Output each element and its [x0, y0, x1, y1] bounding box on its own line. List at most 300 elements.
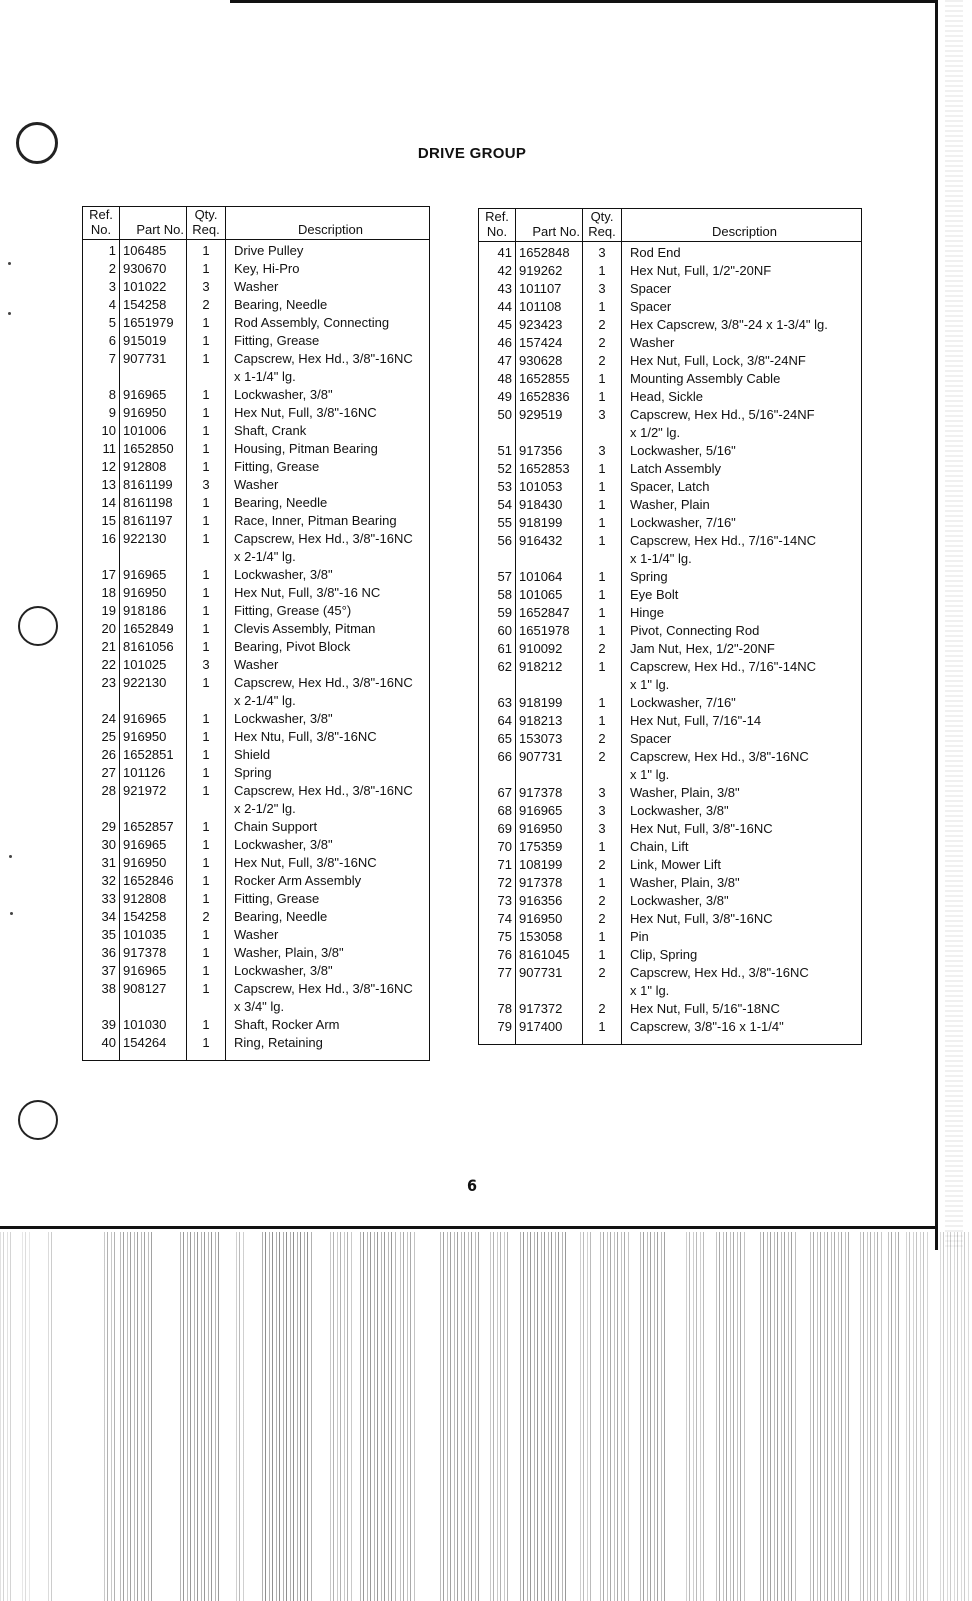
ref-cell: 6 — [108, 333, 116, 348]
description-line: Spacer — [630, 281, 672, 296]
header-part-no: Part No. — [516, 209, 583, 242]
ref-cell: 10 — [101, 423, 116, 438]
ref-cell: 20 — [101, 621, 116, 636]
table-row — [83, 476, 430, 494]
scan-noise-strip — [520, 1232, 566, 1601]
part-number-cell: 8161197 — [120, 512, 187, 530]
description-cell — [622, 370, 862, 388]
description-line: Lockwasher, 3/8" — [630, 893, 729, 908]
description-line: Spring — [630, 569, 668, 584]
binder-hole-middle — [18, 606, 58, 646]
description-line: Drive Pulley — [234, 243, 304, 258]
description-line: Bearing, Needle — [234, 909, 328, 924]
description-line: Shaft, Crank — [234, 423, 307, 438]
description-cell — [226, 512, 430, 530]
scan-noise-strip — [686, 1232, 706, 1601]
description-cell — [622, 478, 862, 496]
ref-cell: 56 — [497, 533, 512, 548]
table-row — [83, 962, 430, 980]
part-number-cell: 1652851 — [120, 746, 187, 764]
description-cell — [226, 584, 430, 602]
parts-list-left — [83, 240, 430, 1061]
ref-cell: 2 — [108, 261, 116, 276]
ref-cell: 66 — [497, 749, 512, 764]
description-line: Race, Inner, Pitman Bearing — [234, 513, 397, 528]
ref-cell: 64 — [497, 713, 512, 728]
table-row — [83, 854, 430, 872]
description-cell — [622, 298, 862, 316]
description-cell — [226, 350, 430, 386]
description-line: Link, Mower Lift — [630, 857, 722, 872]
description-line: Capscrew, Hex Hd., 3/8"-16NC — [234, 675, 413, 690]
ref-cell: 43 — [497, 281, 512, 296]
description-line: Capscrew, Hex Hd., 3/8"-16NC — [234, 783, 413, 798]
binder-hole-bottom — [18, 1100, 58, 1140]
description-cell — [622, 406, 862, 442]
part-number-cell: 8161056 — [120, 638, 187, 656]
scan-noise-strip — [120, 1232, 154, 1601]
table-row — [83, 746, 430, 764]
description-cell — [226, 836, 430, 854]
scan-noise-strip — [810, 1232, 850, 1601]
part-number-cell: 918212 — [516, 658, 583, 694]
description-cell — [226, 656, 430, 674]
scan-noise-strip — [640, 1232, 668, 1601]
description-cell — [226, 240, 430, 261]
ref-cell: 42 — [497, 263, 512, 278]
description-line: Capscrew, Hex Hd., 3/8"-16NC — [234, 981, 413, 996]
description-cell — [622, 604, 862, 622]
ref-cell: 14 — [101, 495, 116, 510]
part-number-cell: 907731 — [120, 350, 187, 386]
quantity-cell: 1 — [187, 926, 226, 944]
table-row — [479, 802, 862, 820]
description-line: x 3/4" lg. — [234, 999, 285, 1014]
ref-cell: 35 — [101, 927, 116, 942]
table-row — [479, 640, 862, 658]
quantity-cell: 1 — [583, 370, 622, 388]
description-line: Lockwasher, 3/8" — [234, 387, 333, 402]
description-cell — [622, 514, 862, 532]
table-row — [83, 926, 430, 944]
description-cell — [226, 710, 430, 728]
description-line: Ring, Retaining — [234, 1035, 323, 1050]
ref-cell: 26 — [101, 747, 116, 762]
ref-cell: 24 — [101, 711, 116, 726]
description-cell — [622, 532, 862, 568]
ref-cell: 32 — [101, 873, 116, 888]
description-line: Capscrew, Hex Hd., 3/8"-16NC — [630, 749, 809, 764]
header-description: Description — [622, 209, 862, 242]
ref-cell: 19 — [101, 603, 116, 618]
table-row — [479, 784, 862, 802]
table-row — [479, 928, 862, 946]
description-line: x 1" lg. — [630, 767, 670, 782]
description-cell — [622, 874, 862, 892]
scan-noise-right — [945, 0, 963, 1250]
ref-cell: 29 — [101, 819, 116, 834]
table-row — [479, 910, 862, 928]
table-row — [83, 890, 430, 908]
description-cell — [226, 638, 430, 656]
table-row — [83, 674, 430, 710]
part-number-cell: 101107 — [516, 280, 583, 298]
ref-cell: 55 — [497, 515, 512, 530]
description-line: Hex Ntu, Full, 3/8"-16NC — [234, 729, 377, 744]
description-line: Rod Assembly, Connecting — [234, 315, 390, 330]
quantity-cell: 1 — [583, 874, 622, 892]
part-number-cell: 917378 — [516, 784, 583, 802]
ref-cell: 37 — [101, 963, 116, 978]
description-line: Shaft, Rocker Arm — [234, 1017, 340, 1032]
quantity-cell: 1 — [187, 350, 226, 386]
description-line: Capscrew, Hex Hd., 5/16"-24NF — [630, 407, 815, 422]
scan-noise-strip — [860, 1232, 884, 1601]
quantity-cell: 1 — [187, 512, 226, 530]
description-cell — [226, 260, 430, 278]
table-row — [479, 280, 862, 298]
description-line: Head, Sickle — [630, 389, 703, 404]
ref-cell: 46 — [497, 335, 512, 350]
description-cell — [622, 658, 862, 694]
table-row — [83, 422, 430, 440]
quantity-cell: 1 — [187, 332, 226, 350]
part-number-cell: 915019 — [120, 332, 187, 350]
description-cell — [226, 962, 430, 980]
quantity-cell: 1 — [187, 854, 226, 872]
table-row — [83, 872, 430, 890]
part-number-cell: 916965 — [120, 386, 187, 404]
quantity-cell: 1 — [583, 928, 622, 946]
quantity-cell: 1 — [583, 388, 622, 406]
part-number-cell: 922130 — [120, 674, 187, 710]
table-row — [83, 710, 430, 728]
description-line: Hex Nut, Full, 3/8"-16NC — [630, 911, 773, 926]
table-row — [83, 620, 430, 638]
ref-cell: 57 — [497, 569, 512, 584]
part-number-cell: 154264 — [120, 1034, 187, 1061]
scan-noise-strip — [760, 1232, 796, 1601]
ref-cell: 25 — [101, 729, 116, 744]
scan-noise-strip — [48, 1232, 54, 1601]
description-cell — [622, 892, 862, 910]
description-cell — [226, 278, 430, 296]
table-row — [479, 856, 862, 874]
quantity-cell: 3 — [583, 406, 622, 442]
description-line: Capscrew, Hex Hd., 7/16"-14NC — [630, 659, 816, 674]
part-number-cell: 153058 — [516, 928, 583, 946]
description-cell — [622, 496, 862, 514]
description-line: Shield — [234, 747, 271, 762]
table-row — [479, 406, 862, 442]
description-cell — [226, 404, 430, 422]
part-number-cell: 1651978 — [516, 622, 583, 640]
ref-cell: 3 — [108, 279, 116, 294]
ref-cell: 75 — [497, 929, 512, 944]
quantity-cell: 1 — [583, 298, 622, 316]
header-ref-no: Ref. No. — [83, 207, 120, 240]
description-line: Rod End — [630, 245, 681, 260]
description-cell — [622, 442, 862, 460]
quantity-cell: 1 — [187, 404, 226, 422]
scan-noise-strip — [440, 1232, 480, 1601]
quantity-cell: 1 — [583, 694, 622, 712]
quantity-cell: 3 — [187, 278, 226, 296]
description-line: Washer — [630, 335, 675, 350]
description-cell — [226, 980, 430, 1016]
description-line: Spacer — [630, 731, 672, 746]
description-cell — [226, 620, 430, 638]
quantity-cell: 1 — [187, 962, 226, 980]
table-row — [83, 1034, 430, 1061]
part-number-cell: 108199 — [516, 856, 583, 874]
scan-noise-strip — [236, 1232, 246, 1601]
description-line: Lockwasher, 3/8" — [234, 963, 333, 978]
quantity-cell: 1 — [187, 818, 226, 836]
part-number-cell: 930628 — [516, 352, 583, 370]
ref-cell: 65 — [497, 731, 512, 746]
scan-bottom-band — [0, 1226, 972, 1601]
quantity-cell: 1 — [187, 836, 226, 854]
description-cell — [226, 314, 430, 332]
description-line: Spring — [234, 765, 272, 780]
table-row — [479, 568, 862, 586]
table-row — [479, 298, 862, 316]
quantity-cell: 1 — [583, 604, 622, 622]
quantity-cell: 2 — [583, 334, 622, 352]
description-line: Eye Bolt — [630, 587, 679, 602]
quantity-cell: 1 — [187, 1016, 226, 1034]
table-row — [83, 278, 430, 296]
description-line: Clevis Assembly, Pitman — [234, 621, 376, 636]
quantity-cell: 3 — [583, 820, 622, 838]
description-line: Lockwasher, 5/16" — [630, 443, 736, 458]
quantity-cell: 3 — [583, 242, 622, 263]
description-cell — [622, 748, 862, 784]
part-number-cell: 101108 — [516, 298, 583, 316]
description-cell — [622, 388, 862, 406]
scan-noise-strip — [0, 1232, 14, 1601]
quantity-cell: 1 — [187, 620, 226, 638]
part-number-cell: 8161045 — [516, 946, 583, 964]
quantity-cell: 2 — [583, 856, 622, 874]
ref-cell: 58 — [497, 587, 512, 602]
part-number-cell: 916950 — [516, 820, 583, 838]
part-number-cell: 1652850 — [120, 440, 187, 458]
quantity-cell: 1 — [187, 458, 226, 476]
quantity-cell: 1 — [187, 240, 226, 261]
description-line: Pin — [630, 929, 649, 944]
ref-cell: 30 — [101, 837, 116, 852]
description-cell — [226, 476, 430, 494]
description-line: Chain, Lift — [630, 839, 689, 854]
quantity-cell: 1 — [583, 946, 622, 964]
description-cell — [622, 352, 862, 370]
ref-cell: 22 — [101, 657, 116, 672]
quantity-cell: 1 — [187, 890, 226, 908]
table-row — [479, 496, 862, 514]
description-line: Capscrew, Hex Hd., 3/8"-16NC — [234, 531, 413, 546]
part-number-cell: 916356 — [516, 892, 583, 910]
ref-cell: 9 — [108, 405, 116, 420]
quantity-cell: 1 — [583, 514, 622, 532]
ref-cell: 18 — [101, 585, 116, 600]
ref-cell: 16 — [101, 531, 116, 546]
description-line: Washer, Plain, 3/8" — [630, 785, 740, 800]
ref-cell: 27 — [101, 765, 116, 780]
table-row — [83, 512, 430, 530]
description-cell — [622, 242, 862, 263]
scan-noise-strip — [22, 1232, 30, 1601]
table-row — [479, 352, 862, 370]
part-number-cell: 922130 — [120, 530, 187, 566]
description-cell — [622, 316, 862, 334]
ref-cell: 47 — [497, 353, 512, 368]
ref-cell: 76 — [497, 947, 512, 962]
ref-cell: 44 — [497, 299, 512, 314]
scan-speck — [10, 912, 13, 915]
quantity-cell: 1 — [187, 674, 226, 710]
scan-speck — [8, 312, 11, 315]
ref-cell: 5 — [108, 315, 116, 330]
description-cell — [226, 422, 430, 440]
part-number-cell: 101064 — [516, 568, 583, 586]
table-row — [83, 494, 430, 512]
ref-cell: 50 — [497, 407, 512, 422]
description-line: Washer — [234, 657, 279, 672]
scan-noise-strip — [906, 1232, 928, 1601]
table-row — [83, 764, 430, 782]
ref-cell: 69 — [497, 821, 512, 836]
part-number-cell: 1652847 — [516, 604, 583, 622]
scan-noise-strip — [330, 1232, 352, 1601]
table-row — [479, 1000, 862, 1018]
ref-cell: 33 — [101, 891, 116, 906]
ref-cell: 36 — [101, 945, 116, 960]
description-cell — [226, 296, 430, 314]
quantity-cell: 2 — [583, 730, 622, 748]
scan-noise-strip — [400, 1232, 416, 1601]
page-edge-right — [935, 0, 938, 1250]
part-number-cell: 101030 — [120, 1016, 187, 1034]
quantity-cell: 2 — [583, 910, 622, 928]
description-cell — [226, 386, 430, 404]
description-cell — [226, 674, 430, 710]
table-row — [83, 980, 430, 1016]
description-line: Hex Nut, Full, 1/2"-20NF — [630, 263, 772, 278]
description-line: x 2-1/2" lg. — [234, 801, 296, 816]
ref-cell: 48 — [497, 371, 512, 386]
description-cell — [226, 458, 430, 476]
part-number-cell: 157424 — [516, 334, 583, 352]
part-number-cell: 916965 — [120, 836, 187, 854]
ref-cell: 72 — [497, 875, 512, 890]
table-row — [83, 240, 430, 261]
description-cell — [622, 964, 862, 1000]
description-line: x 1/2" lg. — [630, 425, 681, 440]
description-cell — [622, 802, 862, 820]
part-number-cell: 918430 — [516, 496, 583, 514]
description-cell — [226, 818, 430, 836]
ref-cell: 61 — [497, 641, 512, 656]
description-cell — [226, 566, 430, 584]
page-title: DRIVE GROUP — [417, 145, 527, 162]
table-row — [83, 332, 430, 350]
ref-cell: 79 — [497, 1019, 512, 1034]
scan-noise-strip — [600, 1232, 630, 1601]
table-row — [83, 404, 430, 422]
table-row — [83, 908, 430, 926]
quantity-cell: 1 — [187, 566, 226, 584]
quantity-cell: 1 — [187, 530, 226, 566]
quantity-cell: 3 — [187, 476, 226, 494]
part-number-cell: 921972 — [120, 782, 187, 818]
quantity-cell: 1 — [583, 478, 622, 496]
ref-cell: 40 — [101, 1035, 116, 1050]
table-row — [479, 748, 862, 784]
table-row — [479, 460, 862, 478]
table-row — [83, 728, 430, 746]
table-row — [83, 782, 430, 818]
part-number-cell: 1652849 — [120, 620, 187, 638]
part-number-cell: 916950 — [120, 404, 187, 422]
part-number-cell: 1652846 — [120, 872, 187, 890]
quantity-cell: 1 — [187, 944, 226, 962]
description-line: Washer, Plain, 3/8" — [630, 875, 740, 890]
part-number-cell: 916965 — [516, 802, 583, 820]
scan-noise-strip — [490, 1232, 510, 1601]
table-row — [479, 388, 862, 406]
table-row — [479, 442, 862, 460]
description-cell — [226, 1016, 430, 1034]
table-row — [479, 622, 862, 640]
quantity-cell: 1 — [187, 1034, 226, 1061]
table-row — [479, 730, 862, 748]
quantity-cell: 1 — [187, 584, 226, 602]
part-number-cell: 916950 — [120, 728, 187, 746]
description-line: Lockwasher, 7/16" — [630, 695, 736, 710]
table-row — [479, 334, 862, 352]
part-number-cell: 919262 — [516, 262, 583, 280]
page-edge-top — [230, 0, 938, 3]
quantity-cell: 1 — [583, 838, 622, 856]
ref-cell: 12 — [101, 459, 116, 474]
description-line: Hinge — [630, 605, 664, 620]
ref-cell: 49 — [497, 389, 512, 404]
table-row — [479, 892, 862, 910]
description-line: Chain Support — [234, 819, 318, 834]
description-cell — [622, 460, 862, 478]
description-line: Lockwasher, 3/8" — [234, 711, 333, 726]
quantity-cell: 2 — [583, 1000, 622, 1018]
description-line: Housing, Pitman Bearing — [234, 441, 378, 456]
description-line: Fitting, Grease — [234, 891, 320, 906]
part-number-cell: 907731 — [516, 964, 583, 1000]
ref-cell: 23 — [101, 675, 116, 690]
part-number-cell: 1652857 — [120, 818, 187, 836]
description-line: Hex Nut, Full, 5/16"-18NC — [630, 1001, 780, 1016]
table-row — [479, 712, 862, 730]
description-line: Pivot, Connecting Rod — [630, 623, 760, 638]
description-cell — [622, 1000, 862, 1018]
ref-cell: 78 — [497, 1001, 512, 1016]
scan-speck — [8, 262, 11, 265]
parts-list-right — [479, 242, 862, 1045]
quantity-cell: 1 — [187, 638, 226, 656]
quantity-cell: 1 — [187, 710, 226, 728]
part-number-cell: 918213 — [516, 712, 583, 730]
part-number-cell: 910092 — [516, 640, 583, 658]
